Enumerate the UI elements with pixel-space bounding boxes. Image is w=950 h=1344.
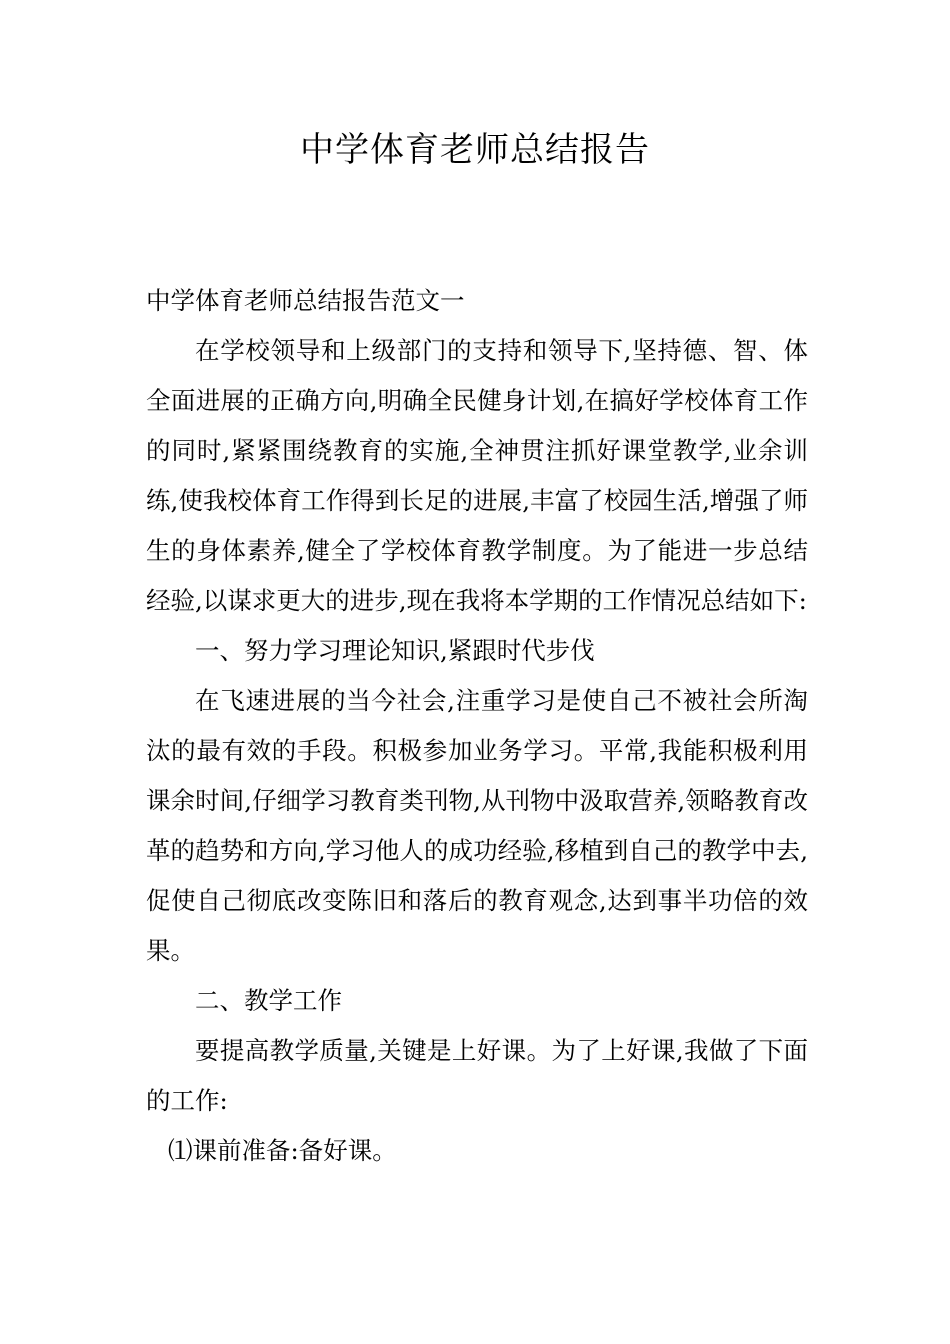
list-item-1: ⑴课前准备:备好课。 (168, 1136, 397, 1165)
subtitle-paragraph: 中学体育老师总结报告范文一 (146, 286, 465, 315)
section-2-paragraph: 要提高教学质量,关键是上好课。为了上好课,我做了下面的工作: (146, 1036, 808, 1115)
document-body (146, 276, 808, 1176)
intro-paragraph: 在学校领导和上级部门的支持和领导下,坚持德、智、体全面进展的正确方向,明确全民健身计划,在搞好学校体育工作的同时,紧紧围绕教育的实施,全神贯注抓好课堂教学,业余训练,使我校体育工作得到长足的进展,丰富了校园生活,增强了师生的身体素养,健全了学校体育教学制度。为了能进一步总结经验,以谋求更大的进步,现在我将本学期的工作情况总结如下: (146, 336, 808, 615)
section-heading-1: 一、努力学习理论知识,紧跟时代步伐 (195, 636, 595, 665)
section-heading-2: 二、教学工作 (195, 986, 342, 1015)
document-title: 中学体育老师总结报告 (300, 130, 650, 170)
section-1-paragraph: 在飞速进展的当今社会,注重学习是使自己不被社会所淘汰的最有效的手段。积极参加业务学习。平常,我能积极利用课余时间,仔细学习教育类刊物,从刊物中汲取营养,领略教育改革的趋势和方向,学习他人的成功经验,移植到自己的教学中去,促使自己彻底改变陈旧和落后的教育观念,达到事半功倍的效果。 (146, 686, 808, 965)
